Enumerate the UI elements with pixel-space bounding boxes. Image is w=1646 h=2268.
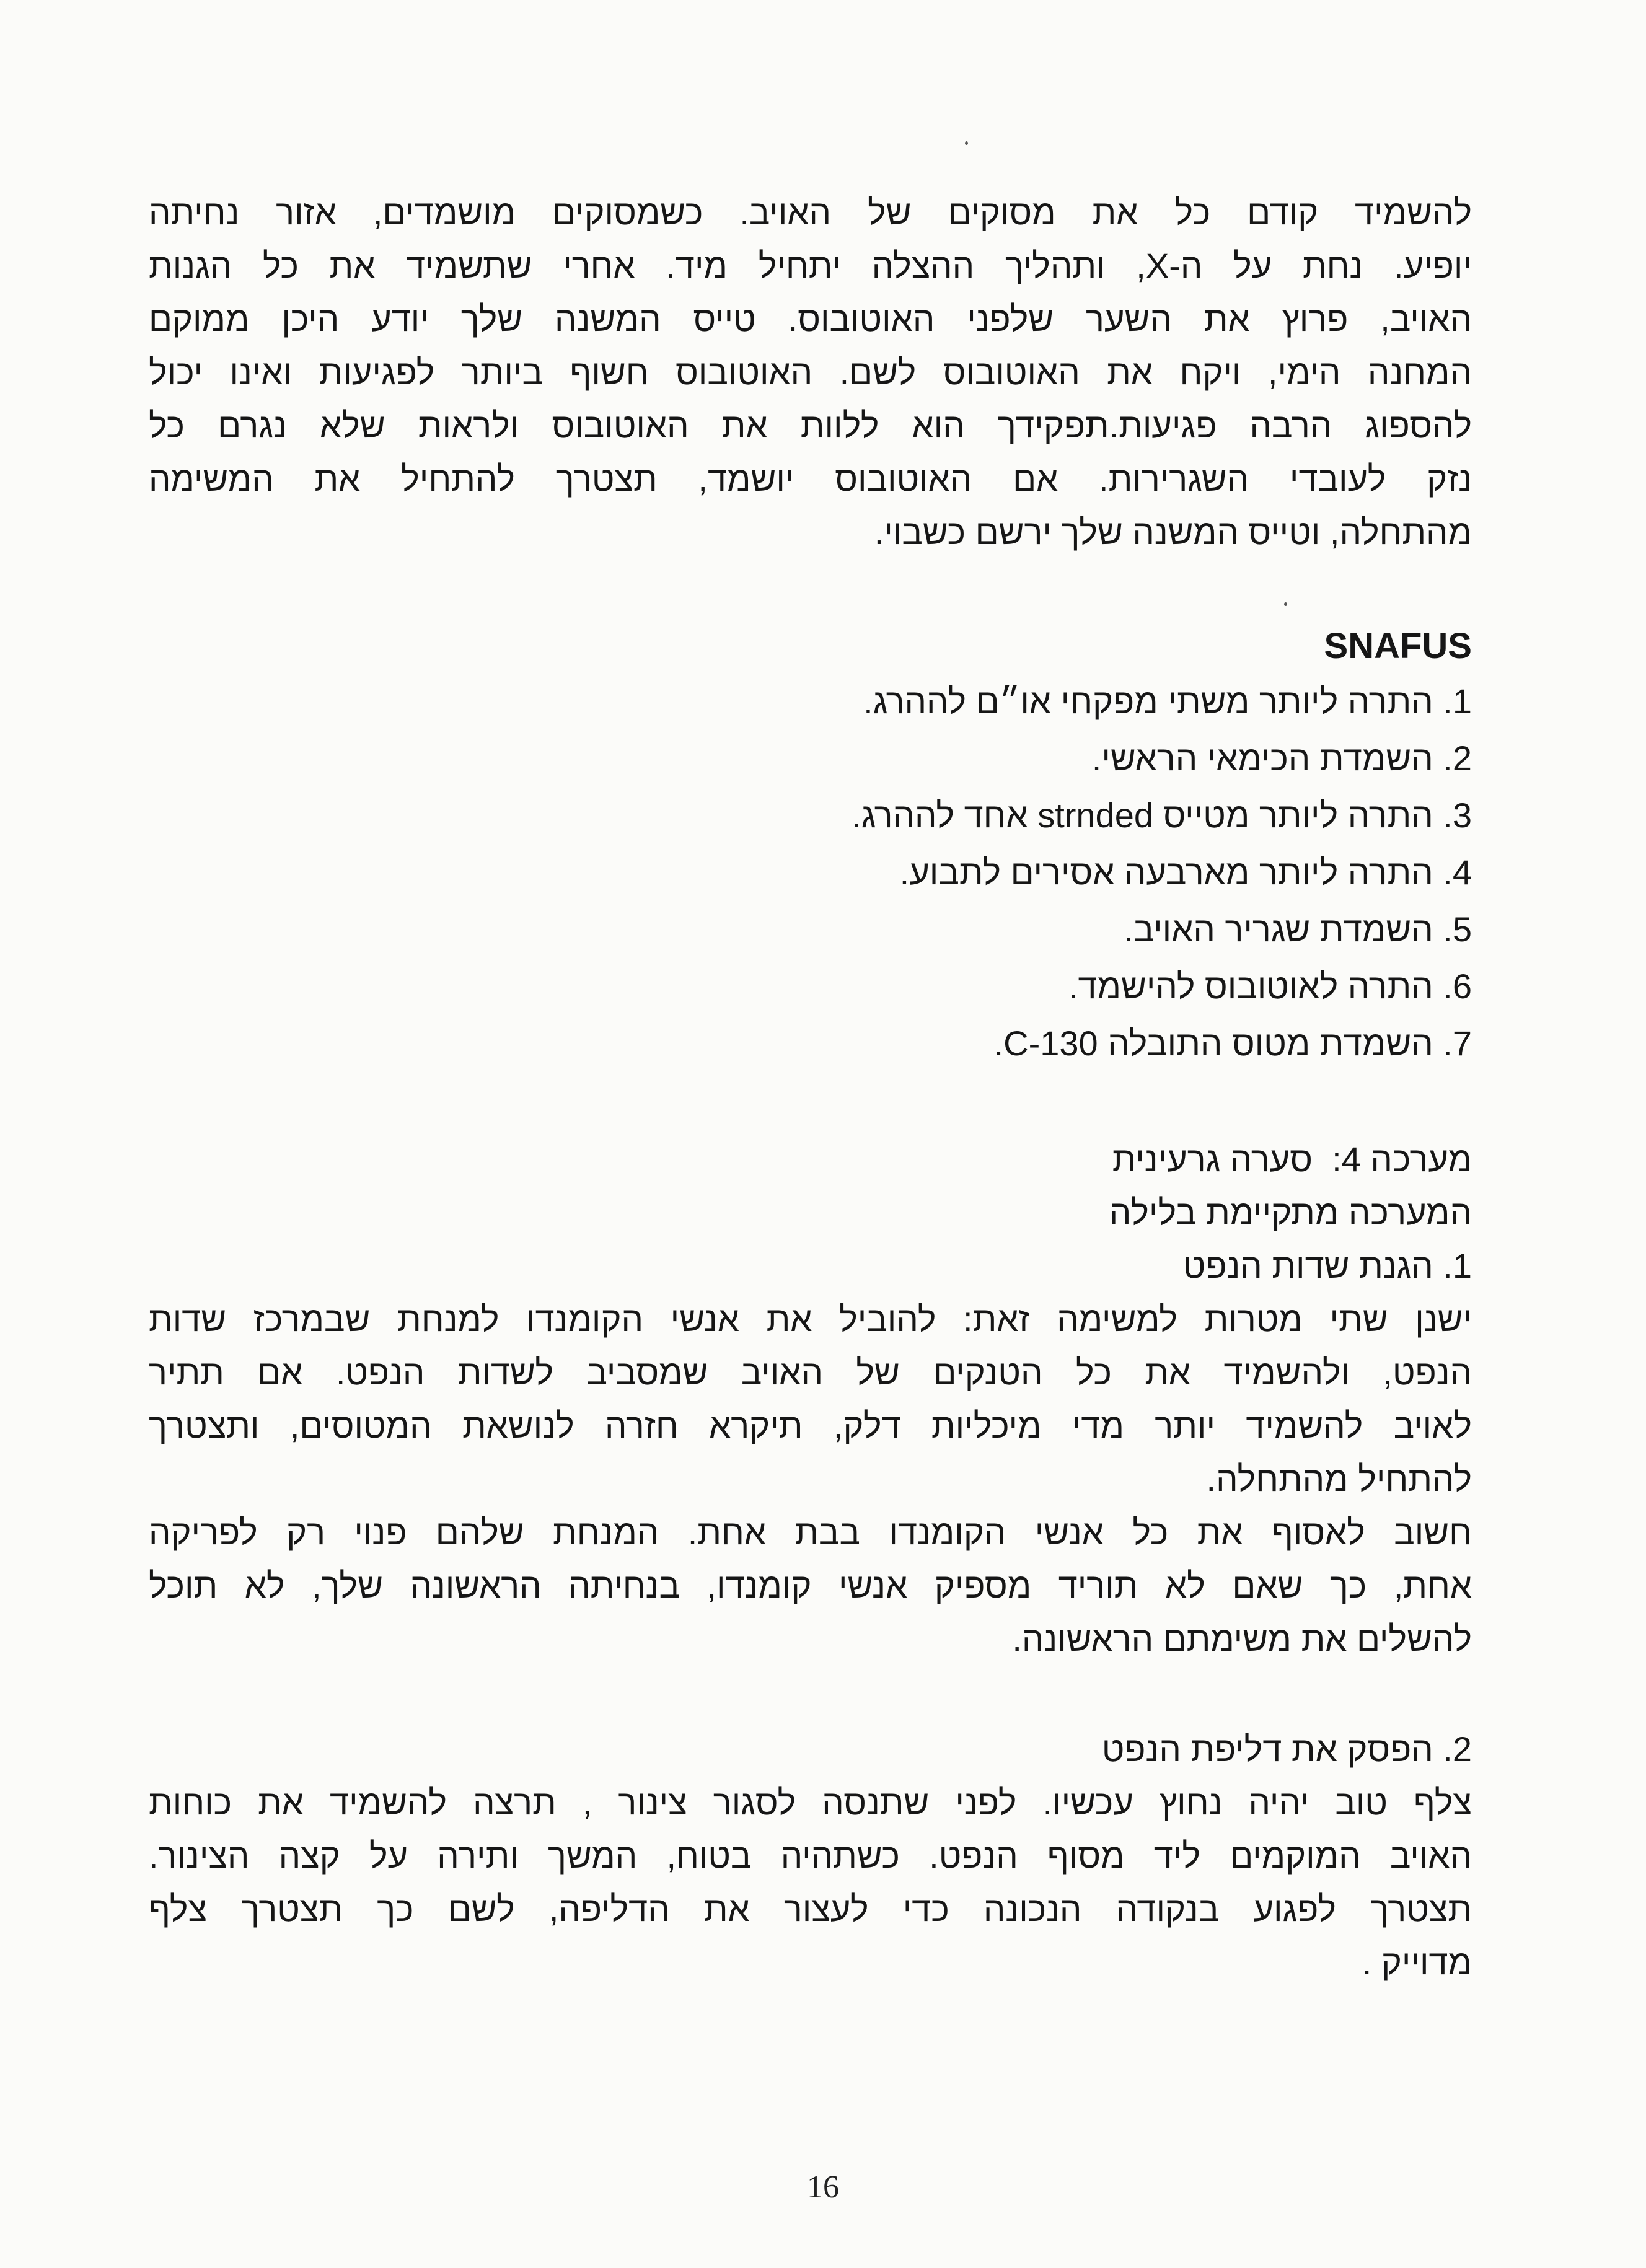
text-line: אחת, כך שאם לא תוריד מספיק אנשי קומנדו, בנחיתה הראשונה שלך, לא תוכל [149,1566,1472,1605]
mission-2-paragraph [149,1776,1472,1989]
text-line: האויב המוקמים ליד מסוף הנפט. כשתהיה בטוח, המשך ותירה על קצה הצינור. [149,1836,1472,1875]
page-number: 16 [807,2169,839,2205]
intro-paragraph [149,186,1472,559]
text-line: מהתחלה, וטייס המשנה שלך ירשם כשבוי. [874,512,1472,552]
list-item [149,730,1472,787]
text-line: תצטרך לפגוע בנקודה הנכונה כדי לעצור את הדליפה, לשם כך תצטרך צלף [149,1889,1472,1928]
item-number: 1. [1443,682,1472,721]
item-number: 5. [1443,910,1472,949]
item-number: 2. [1443,739,1472,778]
item-number: 6. [1443,967,1472,1006]
list-item [149,844,1472,901]
item-text: התרה לאוטובוס להישמד. [1068,967,1433,1006]
mission-1-paragraph-1 [149,1293,1472,1506]
item-number: 3. [1443,796,1472,835]
text-line: להשלים את משימתם הראשונה. [1012,1619,1472,1658]
list-item [149,673,1472,730]
list-item [149,1015,1472,1072]
text-line: הנפט, ולהשמיד את כל הטנקים של האויב שמסביב לשדות הנפט. אם תתיר [149,1353,1472,1392]
text-line: לאויב להשמיד יותר מדי מיכליות דלק, תיקרא חזרה לנושאת המטוסים, ותצטרך [149,1406,1472,1445]
campaign-subtitle: המערכה מתקיימת בלילה [1109,1193,1472,1232]
item-text: השמדת שגריר האויב. [1124,910,1433,949]
scan-speck [965,141,968,145]
text-line: ישנן שתי מטרות למשימה זאת: להוביל את אנשי הקומנדו למנחת שבמרכז שדות [149,1299,1472,1338]
text-line: יופיע. נחת על ה-X, ותהליך ההצלה יתחיל מיד. אחרי שתשמיד את כל הגנות [149,246,1472,285]
item-number: 4. [1443,853,1472,892]
item-text: התרה ליותר מארבעה אסירים לתבוע. [899,853,1433,892]
text-line: צלף טוב יהיה נחוץ עכשיו. לפני שתנסה לסגור צינור , תרצה להשמיד את כוחות [149,1783,1472,1822]
list-item [149,787,1472,844]
text-line: חשוב לאסוף את כל אנשי הקומנדו בבת אחת. המנחת שלהם פנוי רק לפריקה [149,1513,1472,1552]
item-text: השמדת הכימאי הראשי. [1091,739,1433,778]
campaign-title: מערכה 4: סערה גרעינית [1112,1140,1472,1179]
text-line: להתחיל מהתחלה. [1206,1459,1472,1498]
list-item [149,958,1472,1015]
text-line: האויב, פרוץ את השער שלפני האוטובוס. טייס המשנה שלך יודע היכן ממוקם [149,299,1472,338]
list-item [149,901,1472,958]
text-line: מדוייק . [1362,1943,1472,1982]
item-text: התרה ליותר מטייס strnded אחד לההרג. [852,796,1433,835]
mission-1-paragraph-2 [149,1506,1472,1666]
mission-2-title: 2. הפסק את דליפת הנפט [1101,1730,1472,1769]
item-number: 7. [1443,1024,1472,1063]
text-line: להספוג הרבה פגיעות.תפקידך הוא ללוות את האוטובוס ולראות שלא נגרם כל [149,406,1472,445]
page-content [149,186,1472,1989]
text-line: נזק לעובדי השגרירות. אם האוטובוס יושמד, תצטרך להתחיל את המשימה [149,459,1472,498]
item-text: השמדת מטוס התובלה C-130. [993,1024,1433,1063]
text-line: להשמיד קודם כל את מסוקים של האויב. כשמסוקים מושמדים, אזור נחיתה [149,193,1472,232]
mission-1-title: 1. הגנת שדות הנפט [1182,1246,1472,1285]
item-text: התרה ליותר משתי מפקחי או״ם לההרג. [863,682,1433,721]
snafus-heading: SNAFUS [1324,626,1472,666]
snafus-list [149,673,1472,1072]
text-line: המחנה הימי, ויקח את האוטובוס לשם. האוטובוס חשוף ביותר לפגיעות ואינו יכול [149,353,1472,392]
